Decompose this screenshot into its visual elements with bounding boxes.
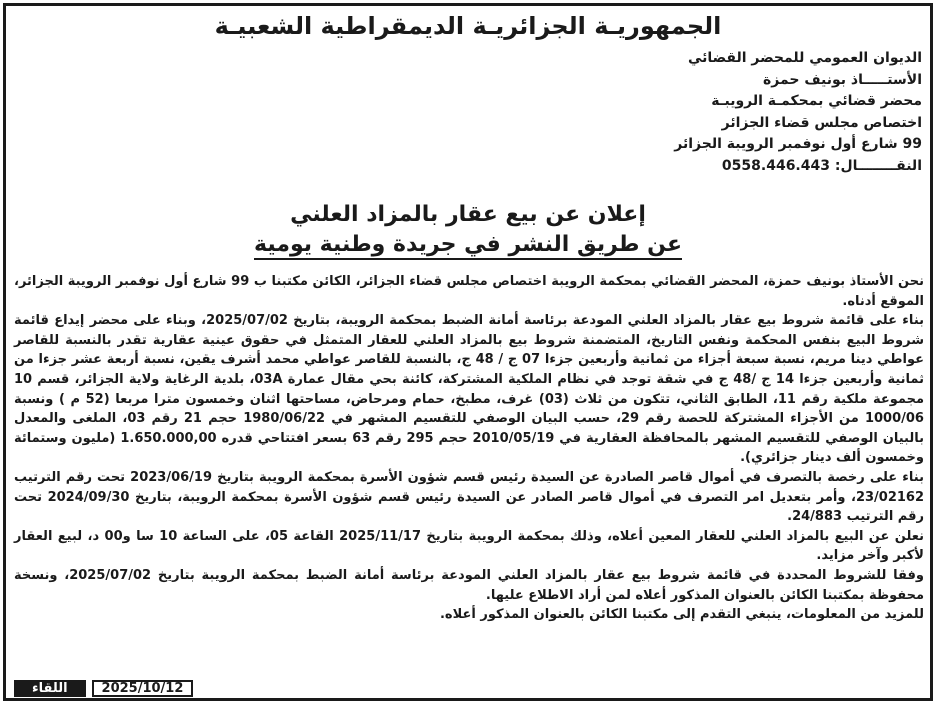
body-paragraph-conditions: وفقا للشروط المحددة في قائمة شروط بيع عقار بالمزاد العلني المودعة برئاسة أمانة الضبط بمحكمة الرويبة بتاريخ 2025/07/02، ونسخة محفوظة بمكتبنا الكائن بالعنوان المذكور أعلاه لمن أراد الاطلاع عليها. — [14, 567, 924, 603]
publication-footer — [14, 680, 193, 697]
office-line-public-office: الديوان العمومي للمحضر القضائي — [687, 50, 922, 66]
title-line-2: عن طريق النشر في جريدة وطنية يومية — [254, 232, 682, 260]
phone-label: النقــــــــال: — [834, 157, 922, 174]
office-line-phone — [662, 156, 922, 178]
body-paragraph-intro: نحن الأستاذ بونيف حمزة، المحضر القضائي بمحكمة الرويبة اختصاص مجلس قضاء الجزائر، الكائن مكتبنا ب 99 شارع أول نوفمبر الرويبة الجزائر، الموقع أدناه. — [14, 274, 924, 309]
announcement-title — [6, 200, 930, 260]
publication-date: 2025/10/12 — [92, 680, 194, 697]
office-line-court: محضر قضائي بمحكمـة الرويبـة — [711, 93, 922, 110]
announcement-body — [14, 272, 924, 625]
office-info-block — [662, 48, 922, 178]
body-paragraph-authorization: بناء على رخصة بالتصرف في أموال قاصر الصادرة عن السيدة رئيس قسم شؤون الأسرة بمحكمة الرويبة بتاريخ 2023/06/19 تحت رقم الترتيب 23/02162، وأمر بتعديل امر التصرف في أموال قاصر الصادر عن السيدة رئيس قسم شؤون الأسرة بمحكمة الرويبة، بتاريخ 2024/09/30 تحت رقم الترتيب 24/883. — [14, 469, 925, 525]
republic-header: الجمهوريـة الجزائريـة الديمقراطية الشعبيـة — [214, 12, 722, 40]
body-paragraph-sale-date: نعلن عن البيع بالمزاد العلني للعقار المعين أعلاه، وذلك بمحكمة الرويبة بتاريخ 2025/11/17 القاعة 05، على الساعة 10 سا و00 د، لبيع العقار لأكبر وآخر مزايد. — [14, 528, 924, 564]
office-line-bailiff-name: الأستـــــاذ بونيف حمزة — [763, 71, 922, 88]
title-line-1: إعلان عن بيع عقار بالمزاد العلني — [290, 202, 646, 227]
office-line-address: 99 شارع أول نوفمبر الرويبة الجزائر — [674, 136, 922, 153]
body-paragraph-property: بناء على قائمة شروط بيع عقار بالمزاد العلني المودعة برئاسة أمانة الضبط بمحكمة الرويبة، بتاريخ 2025/07/02، وبناء على محضر إيداع قائمة شروط البيع بنفس المحكمة ونفس التاريخ، المتضمنة شروط بيع بالمزاد العلني للعقار المتمثل في حقوق عينية عقارية تقدر بالنسبة للقاصر عواطي دينا مريم، نسبة سبعة أجزاء من ثمانية وأربعين جزءا 07 ج / 48 ج، بالنسبة للقاصر عواطي محمد أشرف يقين، نسبة أربعة عشر جزءا من ثمانية وأربعين جزءا 14 ج /48 ج في شقة توجد في نظام الملكية المشتركة، كائنة بحي مقال عمارة 03A، بلدية الرغاية ولاية الجزائر، قسم 10 مجموعة ملكية رقم 11، الطابق الثاني، تتكون من ثلاث (03) غرف، مطبخ، حمام ومرحاض، مساحتها اثنان وخمسون مترا مربعا (52 م ) ونسبة 1000/06 من الأجزاء المشتركة للحصة رقم 29، حسب البيان الوصفي للتقسيم المشهر في 1980/06/22 حجم 21 رقم 03، الملغى والمعدل بالبيان الوصفي للتقسيم المشهر بالمحافظة العقارية في 2010/05/19 حجم 295 رقم 63 بسعر افتتاحي قدره 1.650.000,00 (مليون وستمائة وخمسون ألف دينار جزائري). — [14, 313, 925, 466]
publication-name: اللقاء — [14, 680, 86, 697]
office-line-jurisdiction: اختصاص مجلس قضاء الجزائر — [721, 114, 922, 131]
body-paragraph-contact: للمزيد من المعلومات، ينبغي التقدم إلى مكتبنا الكائن بالعنوان المذكور أعلاه. — [439, 607, 924, 623]
announcement-frame — [3, 3, 933, 701]
phone-number: 0558.446.443 — [721, 157, 830, 174]
